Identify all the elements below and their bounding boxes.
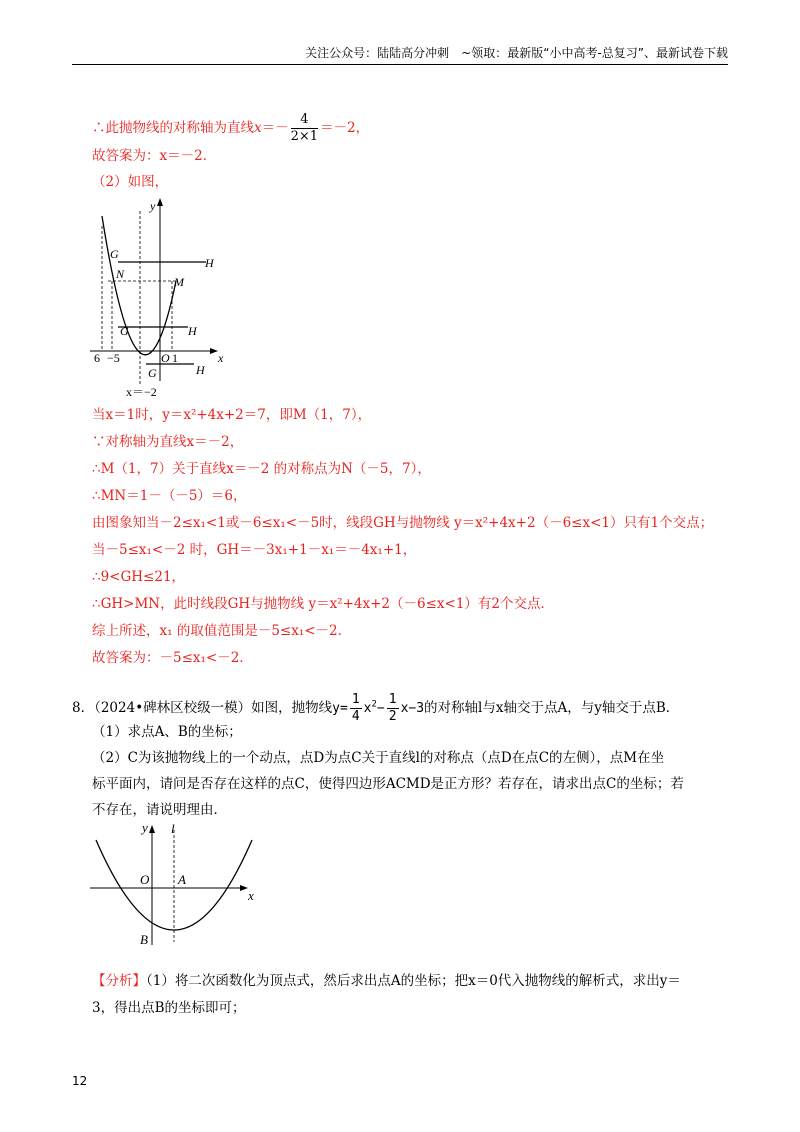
- fig2-label-l: l: [171, 821, 175, 836]
- y-axis-arrow: [157, 198, 163, 206]
- fig1-label-g-mid: G: [120, 324, 129, 338]
- axis-var: x: [254, 120, 262, 136]
- sol2-line-9: 综上所述，x₁ 的取值范围是－5≤x₁<－2．: [92, 623, 352, 639]
- x-axis-arrow: [210, 348, 218, 354]
- sol2-line-6: 当－5≤x₁<－2 时，GH＝－3x₁+1－x₁＝－4x₁+1，: [92, 542, 417, 558]
- symmetry-axis-line: [92, 112, 369, 145]
- fig2-label-o: O: [140, 872, 150, 887]
- fig1-label-h-mid: H: [188, 324, 197, 338]
- axis-eq: ＝－: [261, 120, 289, 136]
- analysis-tag: 【分析】: [92, 973, 146, 989]
- question-source: （2024•碑林区校级一模）如图，抛物线: [94, 700, 333, 716]
- analysis-line-1: [92, 971, 681, 991]
- analysis-text-1: （1）将二次函数化为顶点式，然后求出点A的坐标；把x＝0代入抛物线的解析式，求出y＝: [146, 973, 681, 989]
- question-number: 8．: [72, 700, 95, 716]
- question-8-part2c: 不存在，请说明理由．: [92, 802, 227, 818]
- eq-frac1-num: 1: [351, 692, 360, 707]
- eq-tail: x−3: [400, 701, 425, 716]
- question-8-part1: （1）求点A、B的坐标；: [92, 724, 242, 740]
- fig1-label-x: x: [218, 351, 224, 365]
- fig2-label-y: y: [142, 820, 148, 835]
- sol2-line-10: 故答案为：－5≤x₁<－2．: [92, 650, 253, 666]
- sol2-line-8: ∴GH>MN，此时线段GH与抛物线 y＝x²+4x+2（－6≤x<1）有2个交点．: [92, 596, 555, 612]
- parabola-figure-1: [88, 196, 238, 401]
- sol2-line-2: ∵对称轴为直线x＝－2，: [92, 434, 244, 450]
- fig2-label-x: x: [248, 888, 254, 903]
- eq-x: x: [363, 701, 372, 716]
- fig1-label-o: O: [161, 351, 170, 365]
- fig1-label-n: N: [116, 267, 125, 281]
- sol2-line-7: ∴9<GH≤21，: [92, 569, 186, 585]
- fraction-denominator: 2×1: [290, 129, 319, 144]
- eq-fraction-1: [350, 692, 362, 725]
- fig1-label-g-bot: G: [148, 366, 157, 380]
- fig1-label-h-bot: H: [196, 363, 205, 377]
- y-axis-arrow: [149, 825, 155, 833]
- eq-minus: −: [376, 701, 385, 716]
- analysis-line-2: 3，得出点B的坐标即可；: [92, 1000, 246, 1016]
- axis-prefix: ∴此抛物线的对称轴为直线: [92, 120, 254, 136]
- fig1-label-neg5: −5: [107, 351, 120, 365]
- fig1-label-g-top: G: [110, 247, 119, 261]
- eq-exponent: 2: [371, 699, 377, 710]
- fig2-label-b: B: [140, 932, 148, 947]
- answer-line-1: 故答案为：x＝－2．: [92, 148, 217, 164]
- eq-frac2-den: 2: [388, 709, 397, 724]
- fig1-label-axis-note: x＝−2: [126, 385, 157, 399]
- fig1-label-y: y: [150, 199, 156, 213]
- page-number: 12: [72, 1074, 88, 1088]
- part2-intro: （2）如图，: [92, 174, 169, 190]
- fig1-label-neg6: 6: [94, 351, 100, 365]
- fig1-label-m: M: [174, 275, 184, 289]
- question-after-eq: 的对称轴l与x轴交于点A，与y轴交于点B．: [424, 700, 680, 716]
- eq-frac2-num: 1: [388, 692, 397, 707]
- fraction-numerator: 4: [291, 112, 318, 129]
- eq-y: y=: [332, 701, 348, 716]
- x-axis-arrow: [240, 885, 248, 891]
- question-8-part2b: 标平面内，请问是否存在这样的点C，使得四边形ACMD是正方形？若存在，请求出点C的坐标；若: [92, 776, 684, 792]
- fig1-label-one: 1: [172, 351, 178, 365]
- page-header: 关注公众号：陆陆高分冲刺 ~领取：最新版“小中高考-总复习”、最新试卷下载: [72, 44, 728, 65]
- parabola-equation: [332, 692, 425, 724]
- sol2-line-4: ∴MN＝1－（－5）＝6，: [92, 488, 247, 504]
- sol2-line-5: 由图象知当－2≤x₁<1或－6≤x₁<－5时，线段GH与抛物线 y＝x²+4x+2（－6≤x<1）只有1个交点；: [92, 515, 714, 531]
- parabola-figure-2: [88, 820, 268, 950]
- axis-result: ＝－2，: [320, 120, 370, 136]
- eq-frac1-den: 4: [351, 709, 360, 724]
- eq-fraction-2: [387, 692, 399, 725]
- question-8-line: [72, 692, 679, 725]
- fig2-label-a: A: [178, 872, 186, 887]
- sol2-line-1: 当x＝1时，y＝x²+4x+2＝7，即M（1，7），: [92, 407, 372, 423]
- axis-fraction: [291, 112, 318, 145]
- sol2-line-3: ∴M（1，7）关于直线x＝－2 的对称点为N（－5，7），: [92, 461, 431, 477]
- fig1-label-h-top: H: [205, 256, 214, 270]
- parabola-curve: [102, 216, 176, 355]
- question-8-part2a: （2）C为该抛物线上的一个动点，点D为点C关于直线l的对称点（点D在点C的左侧），点M在坐: [92, 750, 665, 766]
